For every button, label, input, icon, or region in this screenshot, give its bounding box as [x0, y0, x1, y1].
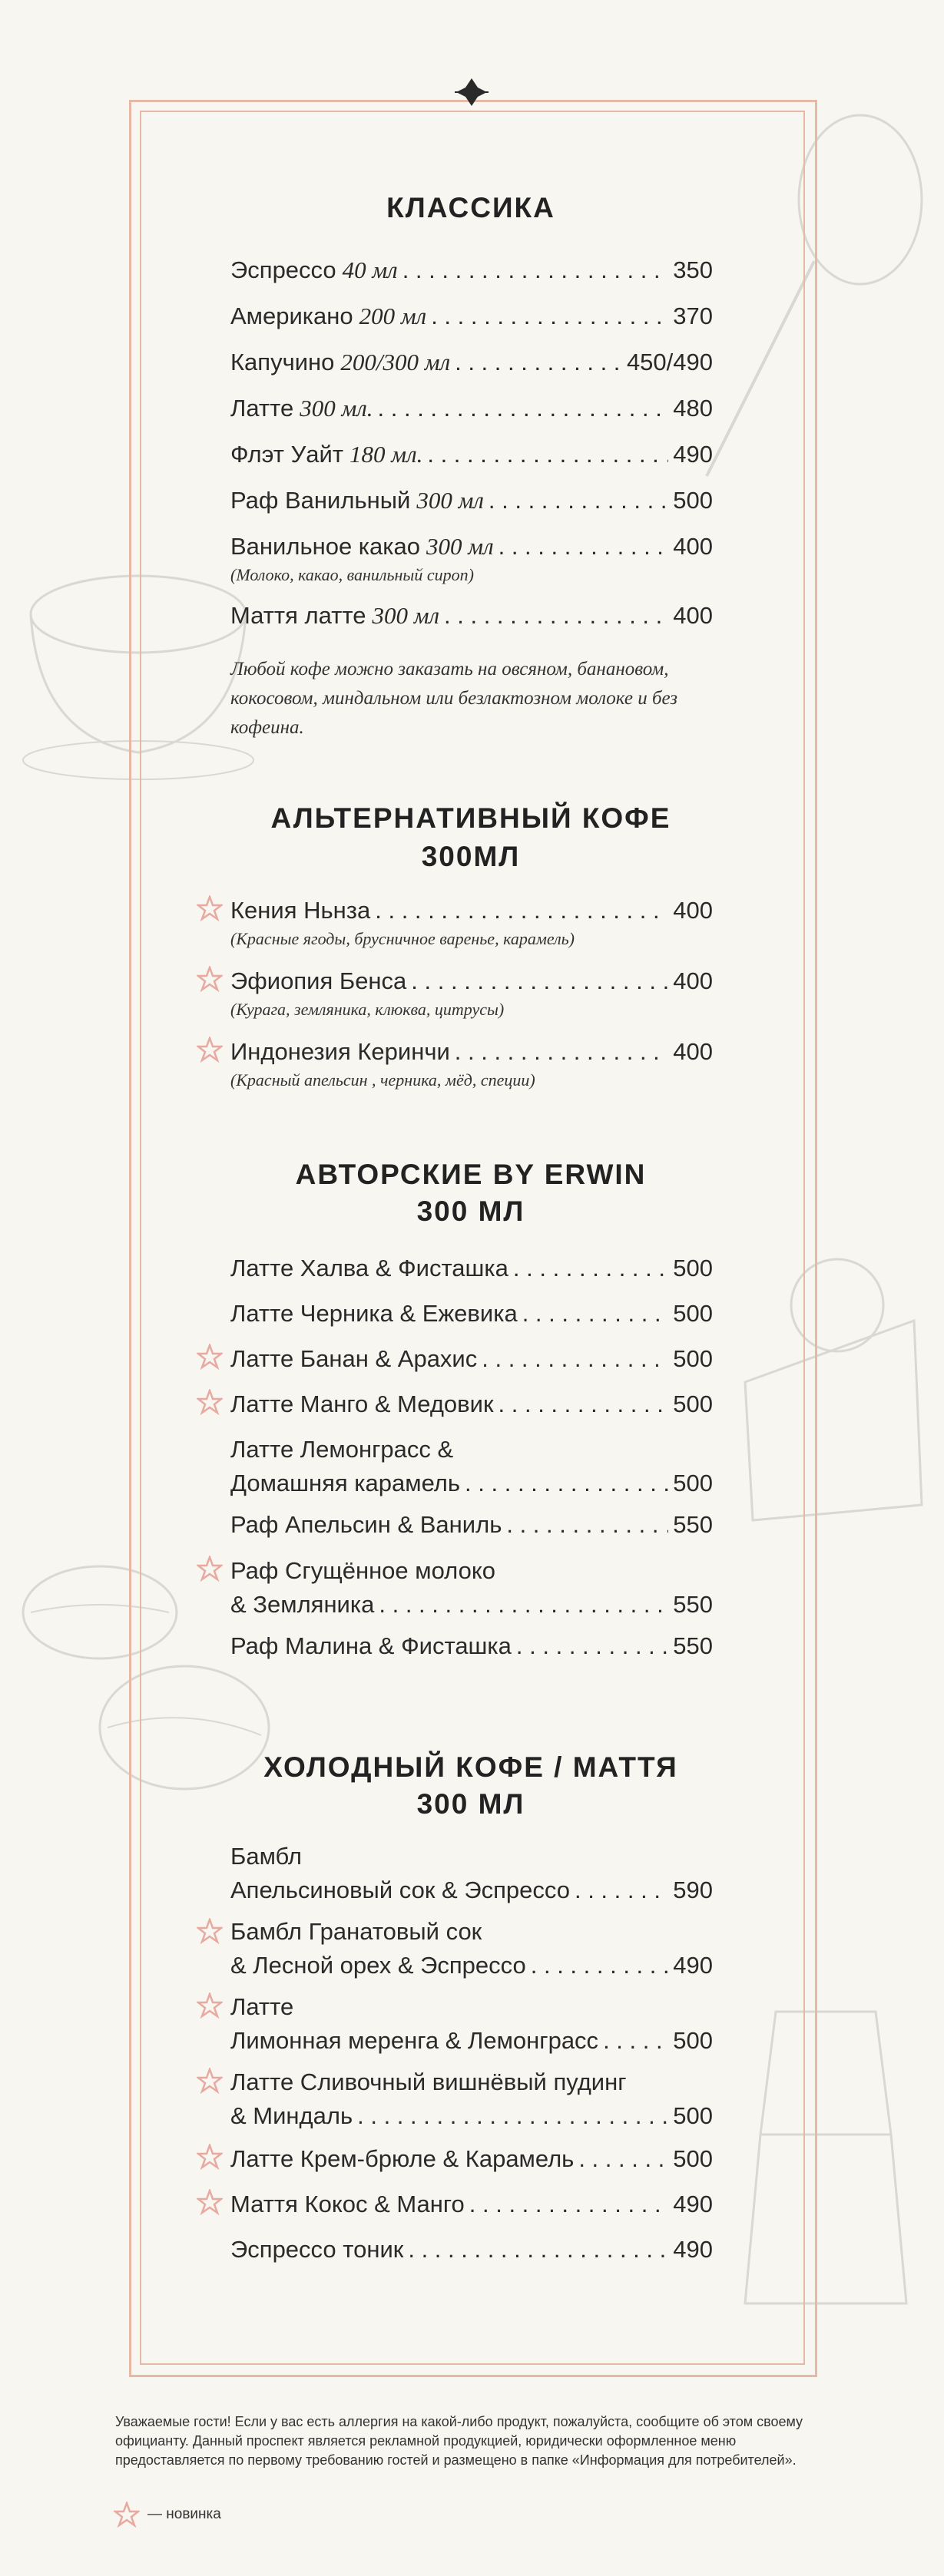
menu-item [230, 346, 713, 379]
item-name: Маття латте [230, 602, 366, 629]
new-star-icon [114, 2502, 140, 2528]
item-price: 500 [673, 2027, 713, 2054]
ornament-icon [455, 77, 489, 107]
allergy-disclaimer: Уважаемые гости! Если у вас есть аллергия на какой-либо продукт, пожалуйста, сообщите об этом своему официанту. Данный проспект является рекламной продукцией, юридически оформленное меню предоставляется по первому требованию гостей и размещено в папке «Информация для потребителей». [115, 2414, 803, 2468]
new-star-icon [197, 2068, 223, 2094]
item-price: 550 [673, 1632, 713, 1659]
item-name: Индонезия Керинчи [230, 1038, 450, 1065]
item-name: Латте Банан & Арахис [230, 1345, 478, 1372]
menu-item [230, 1433, 713, 1500]
item-name: Латте Крем-брюле & Карамель [230, 2145, 575, 2172]
menu-item [230, 1297, 713, 1331]
item-name-line1: Латте Сливочный вишнёвый пудинг [230, 2068, 627, 2095]
item-price: 550 [673, 1591, 713, 1618]
item-price: 500 [673, 1391, 713, 1417]
section-title-classic: КЛАССИКА [386, 192, 555, 223]
item-price: 490 [673, 1952, 713, 1979]
menu-item [230, 1342, 713, 1376]
item-price: 400 [673, 602, 713, 629]
item-name: Раф Малина & Фисташка [230, 1632, 512, 1659]
menu-item [230, 1915, 713, 1982]
section-title-cold: ХОЛОДНЫЙ КОФЕ / МАТТЯ [263, 1751, 678, 1783]
new-star-icon [197, 966, 223, 992]
item-price: 450/490 [626, 349, 713, 375]
item-description: (Красный апельсин , черника, мёд, специи) [230, 1070, 535, 1090]
item-name: Ванильное какао [230, 533, 421, 560]
item-volume: 40 мл [342, 256, 398, 283]
menu-item [230, 253, 713, 287]
item-price: 500 [673, 1300, 713, 1327]
item-name-line1: Бамбл [230, 1843, 302, 1870]
item-name: Кения Ньнза [230, 897, 371, 924]
new-star-icon [197, 2144, 223, 2170]
item-price: 490 [673, 2236, 713, 2263]
menu-item [230, 2065, 713, 2133]
item-name: Раф Ванильный [230, 487, 411, 514]
item-price: 590 [673, 1877, 713, 1903]
section-subtitle-alternative: 300МЛ [421, 841, 521, 872]
menu-item [230, 599, 713, 633]
menu-item [230, 530, 713, 587]
item-volume: 300 мл. [300, 395, 373, 422]
item-volume: 300 мл [372, 602, 440, 629]
item-volume: 200 мл [359, 303, 427, 329]
item-name: Эфиопия Бенса [230, 967, 407, 994]
item-name: Маття Кокос & Манго [230, 2191, 465, 2217]
item-name: Домашняя карамель [230, 1470, 461, 1496]
menu-item [230, 1035, 713, 1092]
menu-item [230, 2142, 713, 2176]
item-price: 550 [673, 1511, 713, 1538]
menu-item [230, 1990, 713, 2058]
menu-item [230, 438, 713, 471]
new-star-icon [197, 895, 223, 921]
new-star-icon [197, 1556, 223, 1582]
item-name: Латте Черника & Ежевика [230, 1300, 518, 1327]
item-name: & Лесной орех & Эспрессо [230, 1952, 526, 1979]
item-name-line1: Латте [230, 1993, 294, 2020]
item-price: 500 [673, 1255, 713, 1281]
item-description: (Молоко, какао, ванильный сироп) [230, 565, 474, 584]
menu-item [230, 299, 713, 333]
item-price: 500 [673, 2102, 713, 2129]
new-star-icon [197, 1992, 223, 2019]
new-star-icon [197, 1037, 223, 1063]
item-name: Американо [230, 303, 353, 329]
item-name: Латте Халва & Фисташка [230, 1255, 508, 1281]
menu-item [230, 1508, 713, 1542]
menu-item [230, 1840, 713, 1907]
item-volume: 180 мл. [349, 441, 423, 468]
menu-item [230, 484, 713, 518]
menu-item [230, 894, 713, 951]
menu-item [230, 964, 713, 1021]
menu-item [230, 392, 713, 425]
menu-item [230, 2187, 713, 2221]
item-price: 400 [673, 897, 713, 924]
item-volume: 300 мл [426, 533, 494, 560]
item-price: 480 [673, 395, 713, 422]
item-price: 500 [673, 487, 713, 514]
menu-item [230, 1554, 713, 1622]
item-name: Апельсиновый сок & Эспрессо [230, 1877, 570, 1903]
menu-item [230, 1252, 713, 1285]
milk-note: Любой кофе можно заказать на овсяном, банановом, кокосовом, миндальном или безлактозном молоке и без кофеина. [230, 659, 678, 738]
item-price: 370 [673, 303, 713, 329]
item-name: Лимонная меренга & Лемонграсс [230, 2027, 599, 2054]
item-name: Латте Манго & Медовик [230, 1391, 494, 1417]
section-subtitle-author: 300 МЛ [416, 1195, 525, 1227]
item-name-line1: Раф Сгущённое молоко [230, 1557, 495, 1584]
item-name: & Земляника [230, 1591, 375, 1618]
item-volume: 300 мл [416, 487, 484, 514]
item-price: 350 [673, 256, 713, 283]
menu-item [230, 1629, 713, 1663]
menu-item [230, 2233, 713, 2267]
item-price: 500 [673, 1345, 713, 1372]
item-name: Эспрессо [230, 256, 336, 283]
item-name: & Миндаль [230, 2102, 353, 2129]
item-price: 490 [673, 2191, 713, 2217]
item-name: Раф Апельсин & Ваниль [230, 1511, 502, 1538]
legend-label: — новинка [147, 2506, 221, 2522]
item-volume: 200/300 мл [340, 349, 451, 375]
item-price: 400 [673, 967, 713, 994]
new-star-icon [197, 1918, 223, 1944]
item-name: Латте [230, 395, 294, 422]
item-name-line1: Латте Лемонграсс & [230, 1436, 454, 1463]
item-name: Капучино [230, 349, 335, 375]
item-name: Флэт Уайт [230, 441, 344, 468]
item-price: 500 [673, 1470, 713, 1496]
section-title-alternative: АЛЬТЕРНАТИВНЫЙ КОФЕ [270, 802, 671, 834]
section-subtitle-cold: 300 МЛ [416, 1788, 525, 1820]
item-price: 400 [673, 533, 713, 560]
item-name-line1: Бамбл Гранатовый сок [230, 1918, 482, 1945]
new-star-icon [197, 2189, 223, 2215]
item-description: (Красные ягоды, брусничное варенье, карамель) [230, 929, 575, 948]
item-price: 400 [673, 1038, 713, 1065]
menu-item [230, 1387, 713, 1421]
new-item-legend [114, 2502, 221, 2528]
item-price: 490 [673, 441, 713, 468]
item-name: Эспрессо тоник [230, 2236, 404, 2263]
section-title-author: АВТОРСКИЕ BY ERWIN [295, 1159, 647, 1190]
item-price: 500 [673, 2145, 713, 2172]
new-star-icon [197, 1344, 223, 1370]
item-description: (Курага, земляника, клюква, цитрусы) [230, 1000, 505, 1019]
new-star-icon [197, 1389, 223, 1415]
